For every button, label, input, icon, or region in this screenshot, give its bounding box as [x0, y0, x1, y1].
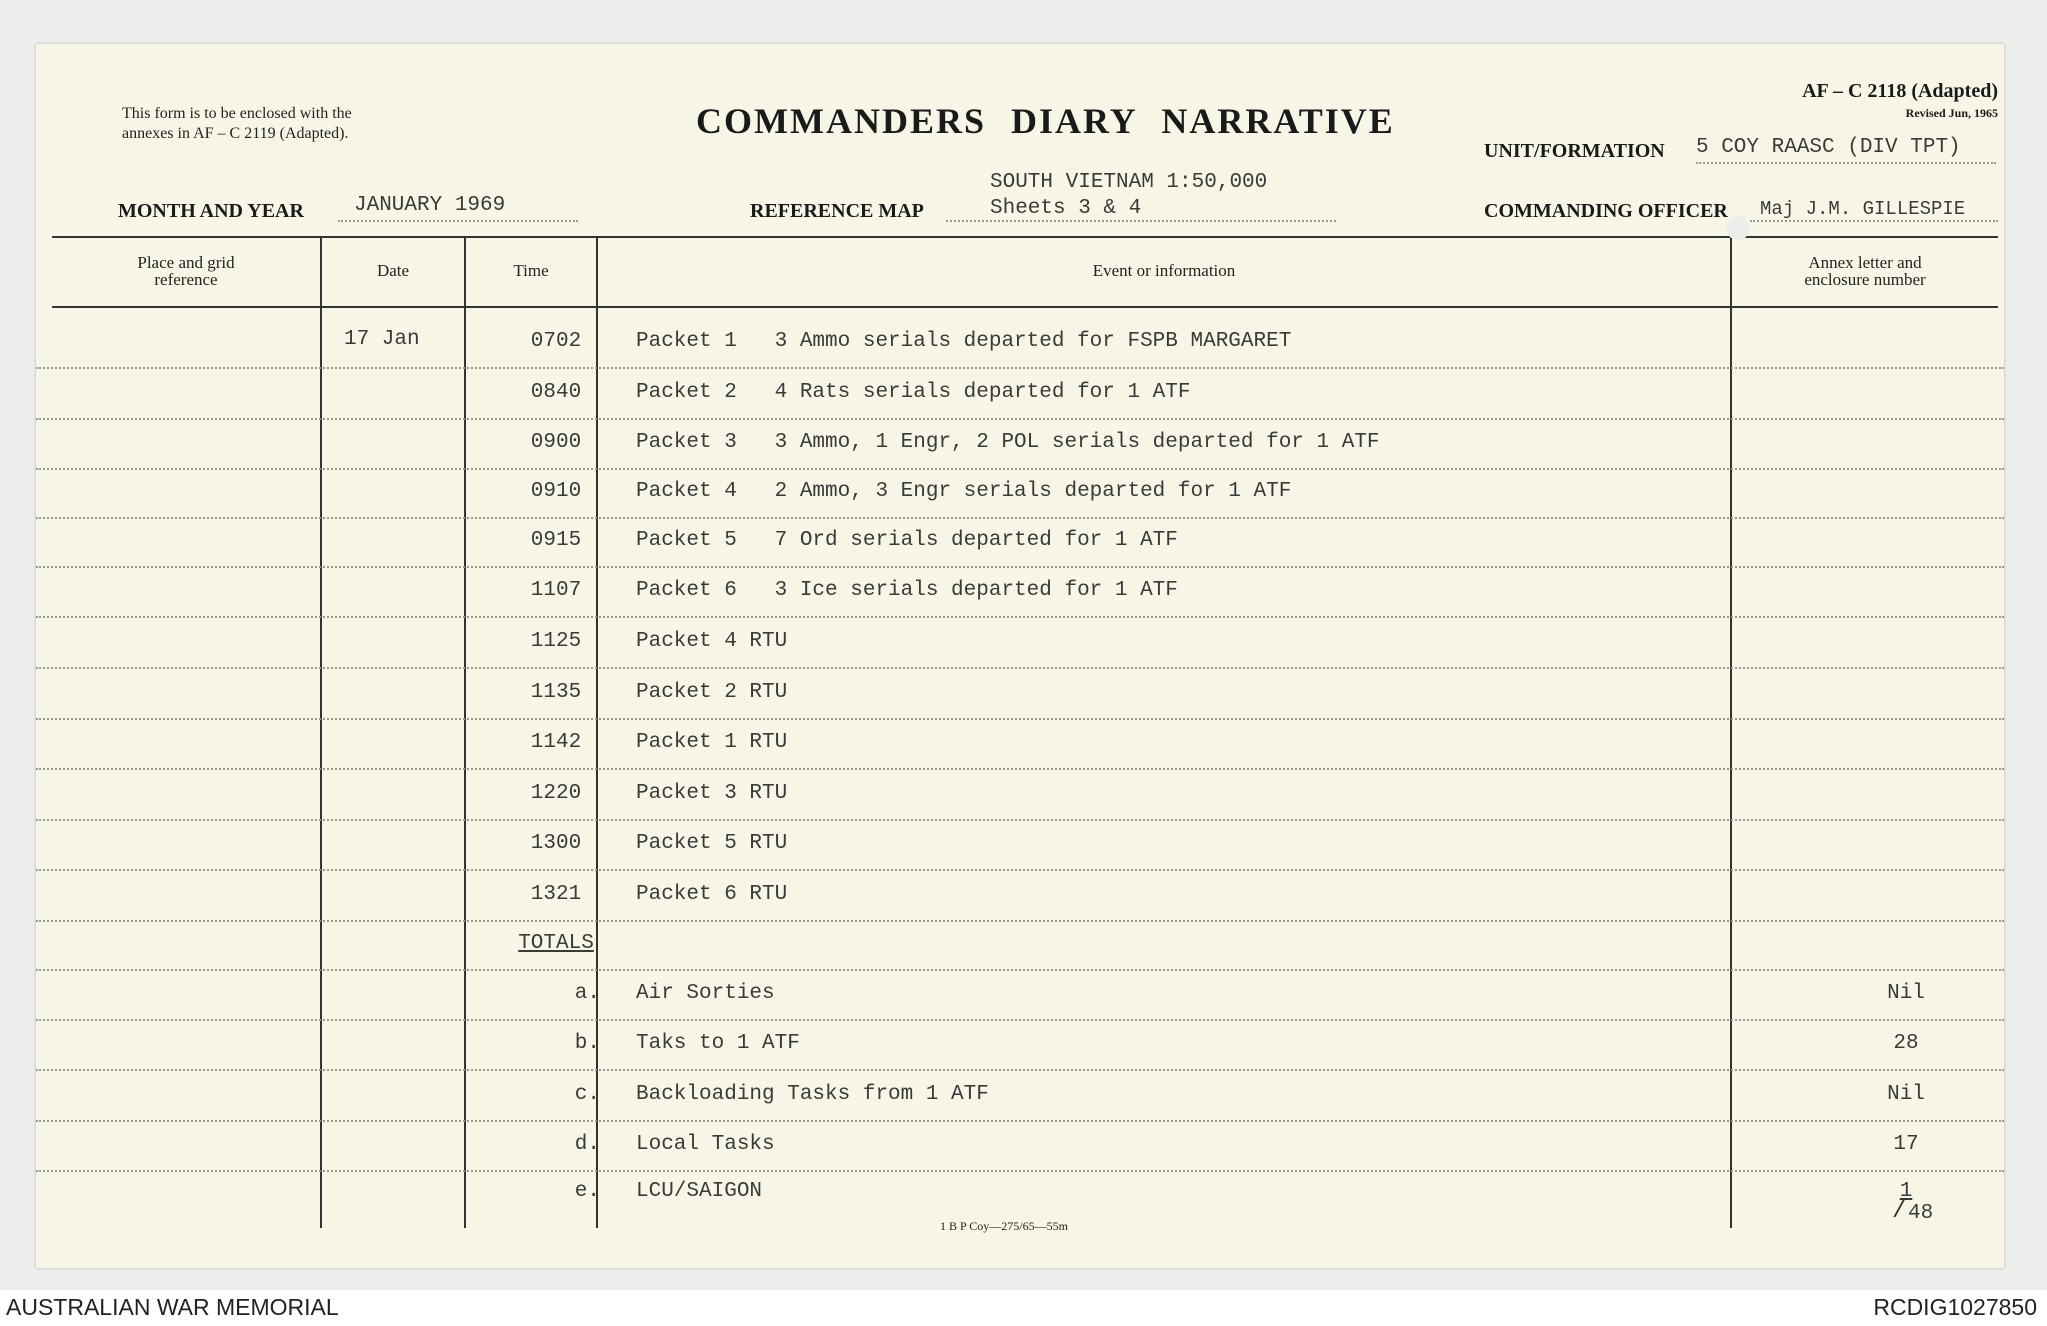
column-header-date: Date — [376, 261, 410, 280]
diary-form-sheet — [36, 44, 2004, 1268]
reference-map-line1: SOUTH VIETNAM 1:50,000 — [990, 171, 1268, 194]
row-event: Packet 2 4 Rats serials departed for 1 ATF — [636, 381, 1191, 404]
row-event: Packet 2 RTU — [636, 681, 788, 704]
row-time: 1220 — [530, 782, 582, 805]
table-row — [36, 567, 2004, 618]
table-row — [36, 871, 2004, 922]
reference-map-line2: Sheets 3 & 4 — [990, 197, 1142, 220]
row-time: 0900 — [530, 431, 582, 454]
enclosure-note — [122, 104, 352, 144]
row-time: 1321 — [530, 883, 582, 906]
row-event: LCU/SAIGON — [636, 1180, 763, 1203]
column-header-annex-line1: Annex letter and — [1808, 253, 1922, 272]
row-event: Packet 4 2 Ammo, 3 Engr serials departed for 1 ATF — [636, 480, 1292, 503]
table-row — [36, 419, 2004, 470]
enclosure-note-line2: annexes in AF – C 2119 (Adapted). — [122, 125, 349, 142]
totals-heading: TOTALS — [518, 932, 594, 955]
unit-value: 5 COY RAASC (DIV TPT) — [1696, 136, 1961, 159]
archive-reference-id: RCDIG1027850 — [1873, 1294, 2037, 1320]
commanding-officer-value: Maj J.M. GILLESPIE — [1760, 198, 1966, 220]
row-event: Packet 6 3 Ice serials departed for 1 ATF — [636, 579, 1178, 602]
table-row — [36, 820, 2004, 871]
row-event: Packet 3 RTU — [636, 782, 788, 805]
table-header-rule — [52, 306, 1998, 308]
table-top-rule — [52, 236, 1998, 238]
column-header-event: Event or information — [1092, 261, 1236, 280]
column-header-annex — [1732, 254, 1998, 288]
punch-hole — [1726, 216, 1750, 240]
handwritten-slash: / — [1892, 1198, 1907, 1225]
row-time: 0915 — [530, 529, 582, 552]
row-annex: Nil — [1887, 982, 1925, 1005]
commanding-officer-label: COMMANDING OFFICER — [1484, 200, 1728, 222]
annex-running-total: 48 — [1908, 1202, 1934, 1225]
month-dotted-line — [338, 220, 578, 222]
row-event: Air Sorties — [636, 982, 775, 1005]
row-event: Packet 1 RTU — [636, 731, 788, 754]
map-dotted-line — [946, 220, 1336, 222]
row-time: 1107 — [530, 579, 582, 602]
table-row — [36, 1071, 2004, 1122]
column-header-place — [52, 254, 320, 288]
row-date: 17 Jan — [344, 328, 420, 351]
co-dotted-line — [1750, 220, 1998, 222]
row-event: Local Tasks — [636, 1133, 775, 1156]
row-item-letter: d. — [574, 1133, 600, 1156]
row-time: 1142 — [530, 731, 582, 754]
row-time: 0840 — [530, 381, 582, 404]
unit-label: UNIT/FORMATION — [1484, 140, 1665, 162]
row-item-letter: b. — [574, 1032, 600, 1055]
column-header-place-line2: reference — [154, 270, 218, 289]
table-row — [36, 318, 2004, 369]
row-annex: 17 — [1893, 1133, 1919, 1156]
enclosure-note-line1: This form is to be enclosed with the — [122, 105, 352, 122]
archive-footer — [0, 1290, 2047, 1326]
row-event: Packet 6 RTU — [636, 883, 788, 906]
row-event: Packet 5 7 Ord serials departed for 1 ATF — [636, 529, 1178, 552]
archive-left-label: AUSTRALIAN WAR MEMORIAL — [6, 1294, 339, 1320]
row-event: Packet 1 3 Ammo serials departed for FSPB MARGARET — [636, 330, 1292, 353]
form-title: COMMANDERS DIARY NARRATIVE — [696, 101, 1395, 141]
row-event: Packet 3 3 Ammo, 1 Engr, 2 POL serials departed for 1 ATF — [636, 431, 1380, 454]
table-row — [36, 970, 2004, 1021]
reference-map-value — [990, 170, 1267, 222]
table-row-totals — [36, 920, 2004, 971]
table-row — [36, 1020, 2004, 1071]
month-year-label: MONTH AND YEAR — [118, 200, 304, 222]
table-row — [36, 618, 2004, 669]
table-row — [36, 1168, 2004, 1219]
column-header-annex-line2: enclosure number — [1804, 270, 1926, 289]
column-header-time: Time — [513, 261, 549, 280]
row-annex: 1 — [1899, 1180, 1913, 1203]
row-annex: 28 — [1893, 1032, 1919, 1055]
unit-dotted-line — [1696, 162, 1996, 164]
row-time: 1125 — [530, 630, 582, 653]
row-time: 1300 — [530, 832, 582, 855]
row-event: Taks to 1 ATF — [636, 1032, 800, 1055]
table-row — [36, 369, 2004, 420]
row-event: Packet 4 RTU — [636, 630, 788, 653]
reference-map-label: REFERENCE MAP — [750, 200, 924, 222]
month-year-value: JANUARY 1969 — [354, 194, 506, 217]
row-event: Backloading Tasks from 1 ATF — [636, 1083, 989, 1106]
table-row — [36, 669, 2004, 720]
row-time: 0702 — [530, 330, 582, 353]
table-row — [36, 468, 2004, 519]
row-time: 0910 — [530, 480, 582, 503]
row-annex: Nil — [1887, 1083, 1925, 1106]
row-item-letter: a. — [574, 982, 600, 1005]
row-item-letter: e. — [574, 1180, 600, 1203]
row-time: 1135 — [530, 681, 582, 704]
table-row — [36, 517, 2004, 568]
table-row — [36, 770, 2004, 821]
printer-imprint: 1 B P Coy—275/65—55m — [940, 1219, 1068, 1233]
table-row — [36, 1121, 2004, 1172]
row-event: Packet 5 RTU — [636, 832, 788, 855]
column-header-place-line1: Place and grid — [137, 253, 235, 272]
form-number: AF – C 2118 (Adapted) — [1802, 80, 1998, 102]
revised-date: Revised Jun, 1965 — [1905, 106, 1998, 120]
row-item-letter: c. — [574, 1083, 600, 1106]
table-row — [36, 719, 2004, 770]
